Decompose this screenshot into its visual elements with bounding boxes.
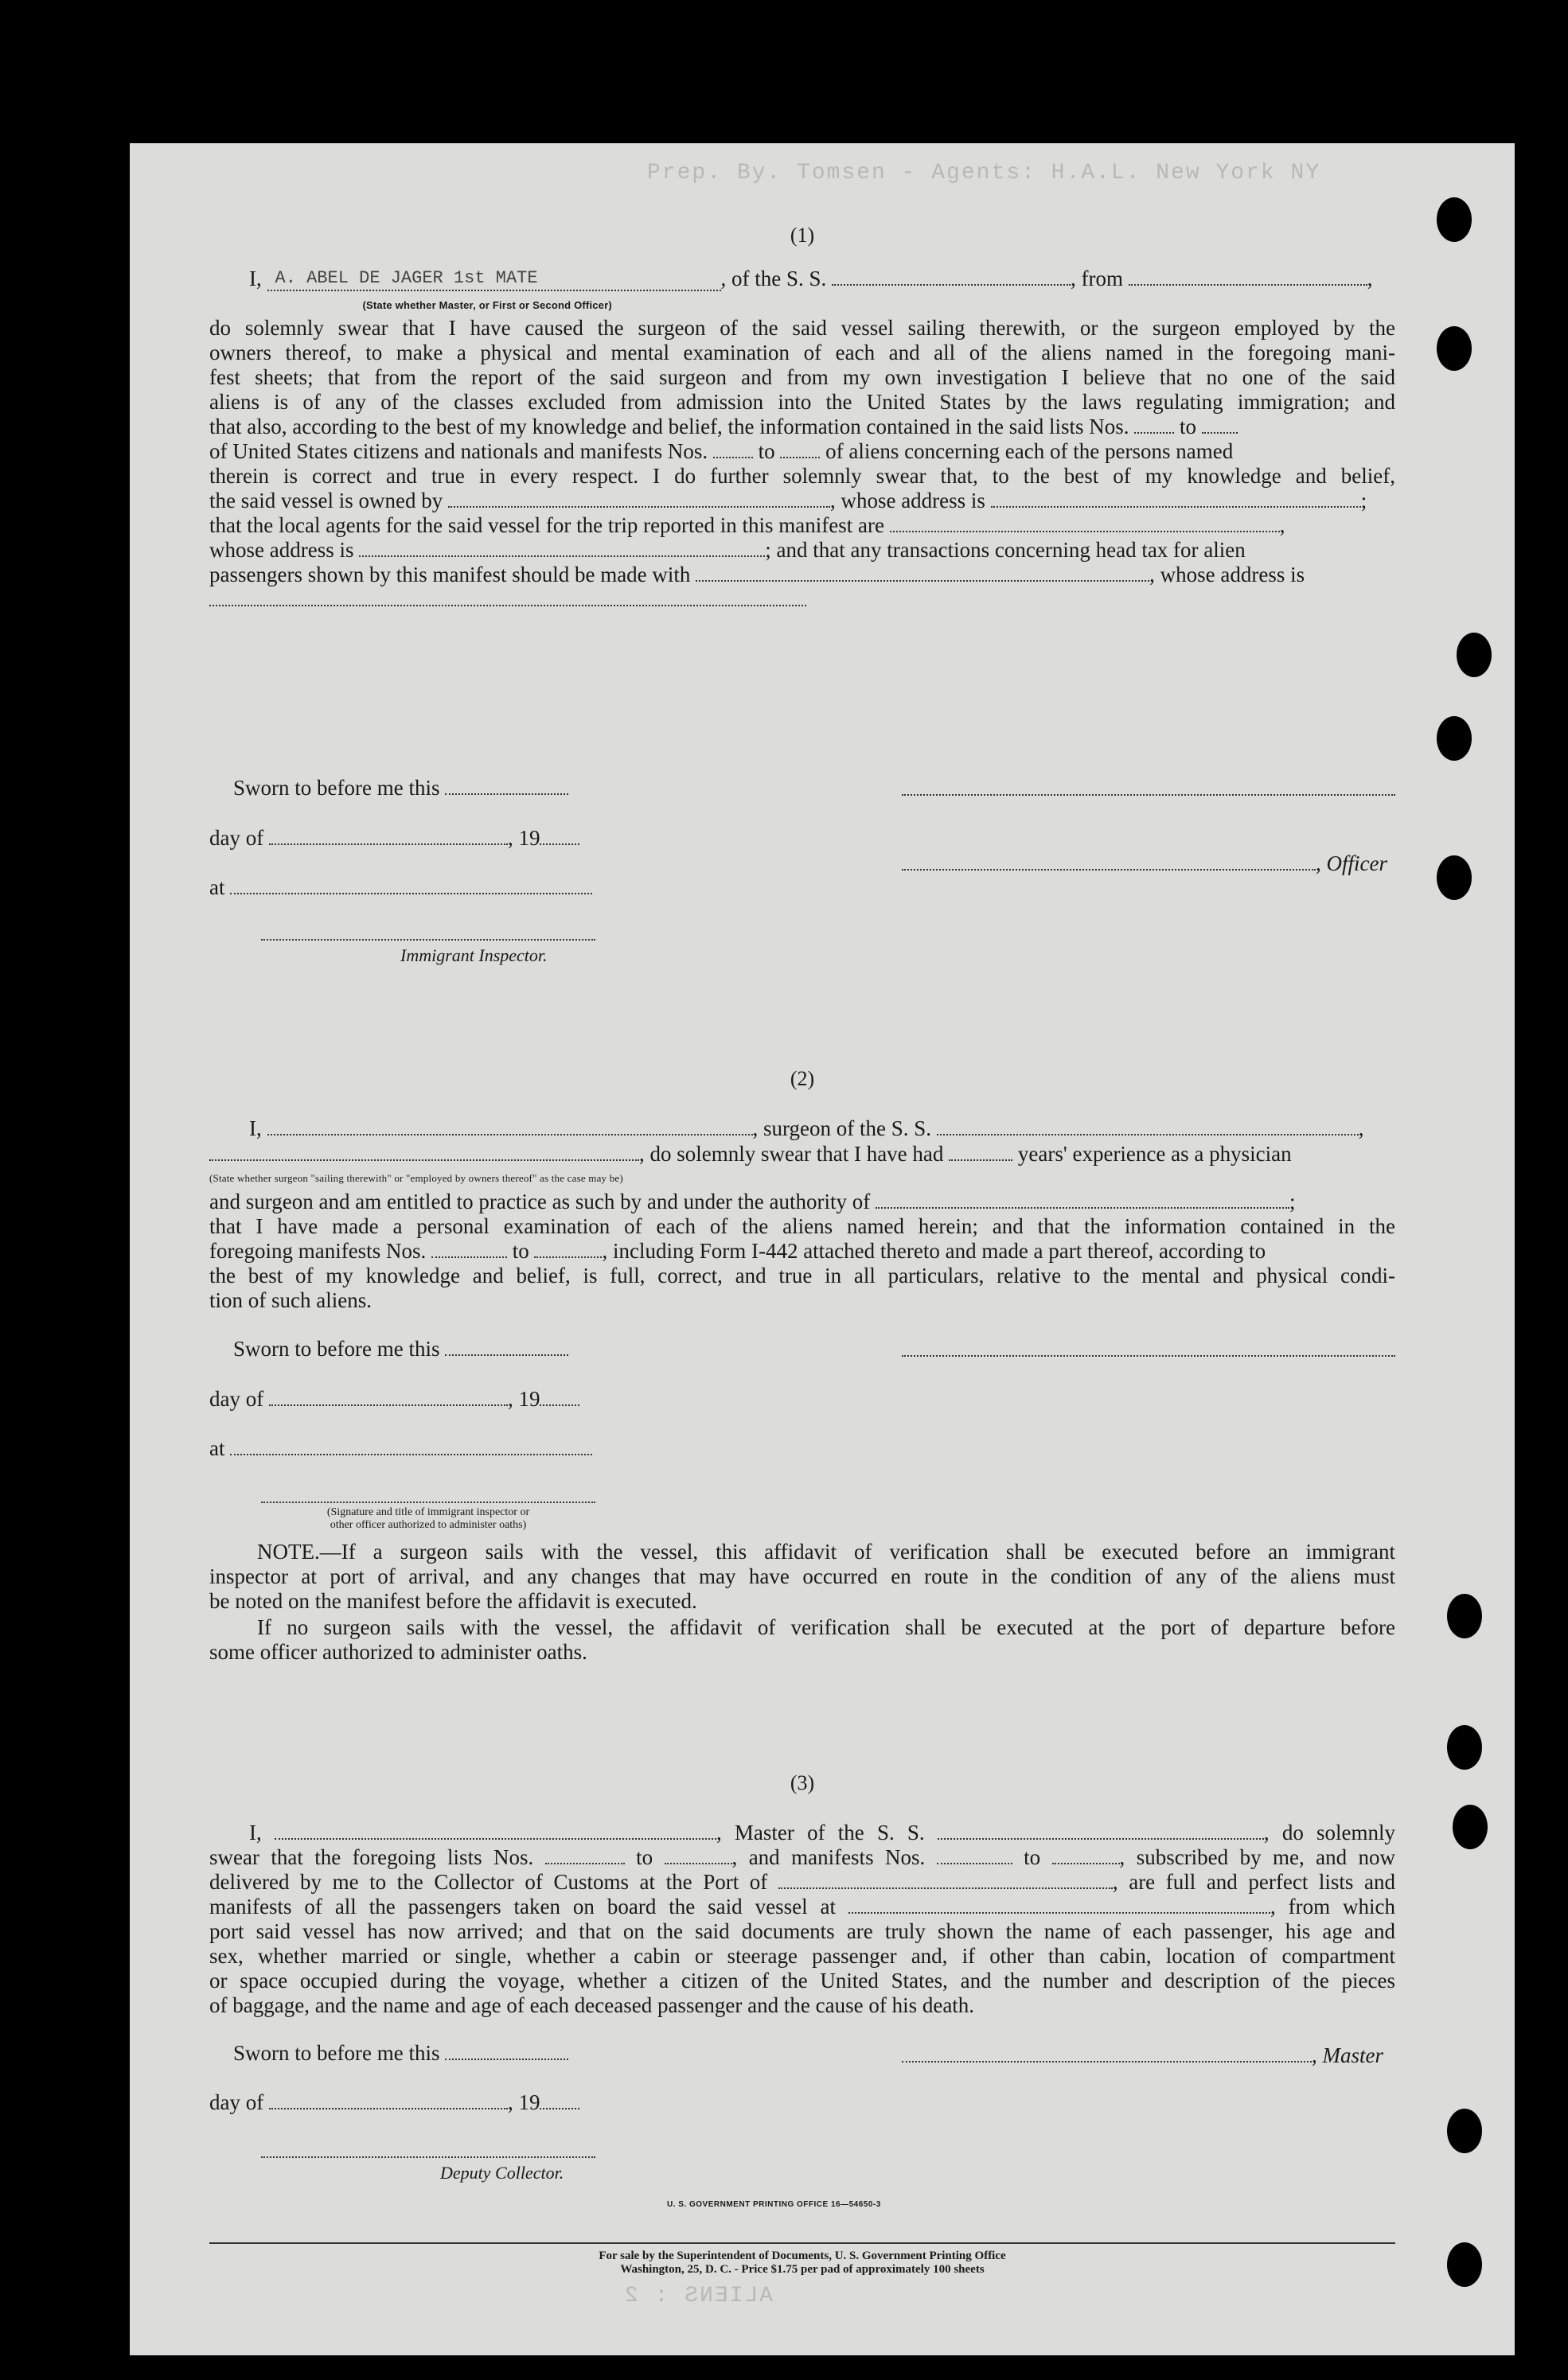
section-1-i-label: I, xyxy=(249,267,262,290)
s2-signature-line[interactable] xyxy=(902,1355,1395,1357)
s1-officer-field[interactable] xyxy=(902,869,1316,871)
s2-line-3: foregoing manifests Nos. to , including Form I-442 attached thereto and made a part thereof, according to xyxy=(209,1239,1266,1263)
s3-manifests-from-field[interactable] xyxy=(937,1863,1012,1864)
s3-master-name-field[interactable] xyxy=(275,1838,716,1840)
s3-boarding-port-field[interactable] xyxy=(848,1912,1270,1914)
s3-collector-label: Deputy Collector. xyxy=(440,2163,564,2183)
s2-signature-note: (Signature and title of immigrant inspector or other officer authorized to administer oaths) xyxy=(326,1506,530,1531)
s1-year-field[interactable] xyxy=(540,843,579,845)
s1-line-8: the said vessel is owned by , whose address is ; xyxy=(209,489,1367,512)
footer-line-2: Washington, 25, D. C. - Price $1.75 per pad of approximately 100 sheets xyxy=(620,2263,985,2276)
s3-port-field[interactable] xyxy=(778,1887,1113,1889)
binder-hole-7 xyxy=(1447,1725,1482,1770)
s2-line-a: I, , surgeon of the S. S. , xyxy=(249,1116,1364,1140)
s1-sworn-date-field[interactable] xyxy=(445,793,568,795)
gpo-imprint: U. S. GOVERNMENT PRINTING OFFICE 16—54650-3 xyxy=(667,2200,881,2209)
section-3-paragraph xyxy=(209,1919,1395,2018)
s3-master-sign-field[interactable] xyxy=(902,2061,1312,2063)
binder-hole-10 xyxy=(1447,2242,1482,2287)
s1-day-field[interactable] xyxy=(269,843,508,845)
s1-at-field[interactable] xyxy=(230,893,592,894)
s2-authority-field[interactable] xyxy=(876,1207,1289,1209)
s1-line-10: whose address is ; and that any transactions concerning head tax for alien xyxy=(209,538,1246,562)
s2-manifests-to-field[interactable] xyxy=(534,1256,602,1258)
vessel-name-field[interactable] xyxy=(832,284,1071,286)
s3-lists-from-field[interactable] xyxy=(545,1863,625,1864)
s2-inspector-line[interactable] xyxy=(261,1502,595,1503)
s1-line-2: owners thereof, to make a physical and mental examination of each and all of the aliens named in the foregoing mani- xyxy=(209,341,1395,364)
binder-hole-2 xyxy=(1437,326,1472,371)
s3-lists-to-field[interactable] xyxy=(665,1863,732,1864)
s1-signature-line[interactable] xyxy=(902,794,1395,796)
binder-hole-3 xyxy=(1457,633,1492,677)
s2-manifests-from-field[interactable] xyxy=(431,1256,507,1258)
s3-day-row: day of , 19 xyxy=(209,2090,579,2115)
binder-hole-5 xyxy=(1437,855,1472,900)
s3-sworn-row: Sworn to before me this xyxy=(233,2041,568,2066)
manifests-to-field[interactable] xyxy=(780,457,820,458)
s1-officer-row: , Officer xyxy=(902,851,1387,876)
head-tax-contact-field[interactable] xyxy=(696,580,1149,582)
s2-surgeon-name-field[interactable] xyxy=(267,1134,753,1135)
s1-line-4: aliens is of any of the classes excluded from admission into the United States by the laws regulating immigration; and xyxy=(209,390,1395,414)
section-1-number: (1) xyxy=(790,224,815,247)
s1-line-5: that also, according to the best of my knowledge and belief, the information contained in the said lists Nos. to xyxy=(209,415,1395,439)
typed-name: A. ABEL DE JAGER 1st MATE xyxy=(275,268,538,288)
s1-at-row: at xyxy=(209,875,592,900)
s3-line-3: or space occupied during the voyage, whether a citizen of the United States, and the number and description of the pieces xyxy=(209,1969,1395,1992)
footer-line-1: For sale by the Superintendent of Documents, U. S. Government Printing Office xyxy=(599,2250,1006,2262)
s2-surgeon-type-field[interactable] xyxy=(209,1159,639,1161)
binder-hole-8 xyxy=(1453,1805,1488,1849)
s1-inspector-label: Immigrant Inspector. xyxy=(400,945,548,965)
s2-line-2: that I have made a personal examination of each of the aliens named herein; and that the information contained in the xyxy=(209,1214,1395,1238)
s3-vessel-field[interactable] xyxy=(938,1838,1264,1840)
footer-rule xyxy=(209,2242,1395,2244)
s2-surgeon-note: (State whether surgeon "sailing therewith" or "employed by owners thereof" as the case may be) xyxy=(209,1172,623,1184)
of-ss-label: , of the S. S. xyxy=(720,267,827,290)
s2-day-field[interactable] xyxy=(269,1404,508,1406)
s2-at-row: at xyxy=(209,1436,592,1461)
s1-line-11: passengers shown by this manifest should be made with , whose address is xyxy=(209,563,1305,586)
master-note: (State whether Master, or First or Second Officer) xyxy=(362,299,612,311)
manifests-from-field[interactable] xyxy=(713,457,753,458)
section-1-paragraph xyxy=(209,316,1395,612)
note-paragraph-1 xyxy=(209,1540,1395,1614)
note-1-line-3: be noted on the manifest before the affidavit is executed. xyxy=(209,1589,697,1613)
s3-line-c: delivered by me to the Collector of Customs at the Port of , are full and perfect lists and xyxy=(209,1870,1395,1894)
binder-hole-6 xyxy=(1447,1594,1482,1638)
s2-at-field[interactable] xyxy=(230,1454,592,1455)
s3-line-a: I, , Master of the S. S. , do solemnly xyxy=(249,1821,1396,1844)
binder-hole-1 xyxy=(1437,197,1472,242)
note-1-line-2: inspector at port of arrival, and any changes that may have occurred en route in the condition of any of the aliens must xyxy=(209,1564,1395,1588)
s2-line-b: , do solemnly swear that I have had years' experience as a physician xyxy=(209,1142,1395,1167)
s2-line-4: the best of my knowledge and belief, is full, correct, and true in all particulars, relative to the mental and physical condi- xyxy=(209,1264,1395,1287)
s3-line-1: port said vessel has now arrived; and that on the said documents are truly shown the name of each passenger, his age and xyxy=(209,1919,1395,1943)
note-1-line-1: NOTE.—If a surgeon sails with the vessel, this affidavit of verification shall be executed before an immigrant xyxy=(257,1540,1395,1564)
s3-collector-line[interactable] xyxy=(261,2156,595,2158)
s2-sworn-date-field[interactable] xyxy=(445,1354,568,1356)
s1-inspector-line[interactable] xyxy=(261,939,595,941)
section-2-paragraph xyxy=(209,1190,1395,1313)
s2-day-row: day of , 19 xyxy=(209,1387,579,1412)
section-1-master-name xyxy=(267,268,721,311)
faint-stamp-top: Prep. By. Tomsen - Agents: H.A.L. New York NY xyxy=(647,161,1321,185)
s3-year-field[interactable] xyxy=(540,2108,579,2109)
section-1-oath-line: I, A. ABEL DE JAGER 1st MATE (State whether Master, or First or Second Officer) , of the S. S. , from , xyxy=(249,267,1395,291)
local-agents-field[interactable] xyxy=(890,531,1280,532)
s2-line-5: tion of such aliens. xyxy=(209,1288,372,1312)
s2-vessel-field[interactable] xyxy=(937,1134,1359,1135)
from-port-field[interactable] xyxy=(1129,284,1367,286)
s1-day-row: day of , 19 xyxy=(209,826,579,851)
s3-master-row: , Master xyxy=(902,2043,1383,2068)
s2-line-1: and surgeon and am entitled to practice as such by and under the authority of ; xyxy=(209,1190,1296,1213)
s2-sworn-row: Sworn to before me this xyxy=(233,1337,568,1361)
owner-field[interactable] xyxy=(448,506,830,508)
s1-sworn-row: Sworn to before me this xyxy=(233,776,568,800)
from-label: , from xyxy=(1071,267,1123,290)
binder-hole-4 xyxy=(1437,716,1472,761)
note-2-line-2: some officer authorized to administer oaths. xyxy=(209,1640,587,1664)
s3-line-2: sex, whether married or single, whether a cabin or steerage passenger and, if other than cabin, location of compartment xyxy=(209,1944,1395,1968)
faint-stamp-bottom: ALIENS : 2 xyxy=(623,2284,774,2308)
lists-from-field[interactable] xyxy=(1134,432,1174,434)
footer-text xyxy=(209,2250,1395,2277)
s1-line-7: therein is correct and true in every respect. I do further solemnly swear that, to the best of my knowledge and belief, xyxy=(209,464,1395,488)
note-paragraph-2 xyxy=(209,1615,1395,1665)
s3-manifests-to-field[interactable] xyxy=(1052,1863,1120,1864)
s1-line-1: do solemnly swear that I have caused the surgeon of the said vessel sailing therewith, or the surgeon employed by the xyxy=(209,316,1395,340)
section-2-number: (2) xyxy=(790,1067,815,1090)
owner-address-field[interactable] xyxy=(991,506,1361,508)
note-2-line-1: If no surgeon sails with the vessel, the affidavit of verification shall be executed at the port of departure before xyxy=(257,1615,1395,1639)
s2-years-field[interactable] xyxy=(949,1159,1012,1161)
form-sheet xyxy=(130,143,1515,2355)
s3-line-4: of baggage, and the name and age of each deceased passenger and the cause of his death. xyxy=(209,1993,975,2017)
s3-line-d: manifests of all the passengers taken on board the said vessel at , from which xyxy=(209,1895,1396,1918)
s1-line-3: fest sheets; that from the report of the said surgeon and from my own investigation I believe that no one of the said xyxy=(209,365,1395,389)
section-3-number: (3) xyxy=(790,1771,815,1794)
s1-line-9: that the local agents for the said vessel for the trip reported in this manifest are , xyxy=(209,513,1285,537)
s2-year-field[interactable] xyxy=(540,1404,579,1406)
binder-hole-9 xyxy=(1447,2109,1482,2153)
agents-address-field[interactable] xyxy=(359,555,765,557)
s1-line-6: of United States citizens and nationals and manifests Nos. to of aliens concerning each of the persons named xyxy=(209,439,1234,463)
s3-sworn-date-field[interactable] xyxy=(445,2059,568,2060)
lists-to-field[interactable] xyxy=(1202,432,1238,434)
s3-line-b: swear that the foregoing lists Nos. to , and manifests Nos. to , subscribed by me, and now xyxy=(209,1845,1396,1869)
s3-day-field[interactable] xyxy=(269,2108,508,2109)
head-tax-address-field[interactable] xyxy=(209,605,806,606)
